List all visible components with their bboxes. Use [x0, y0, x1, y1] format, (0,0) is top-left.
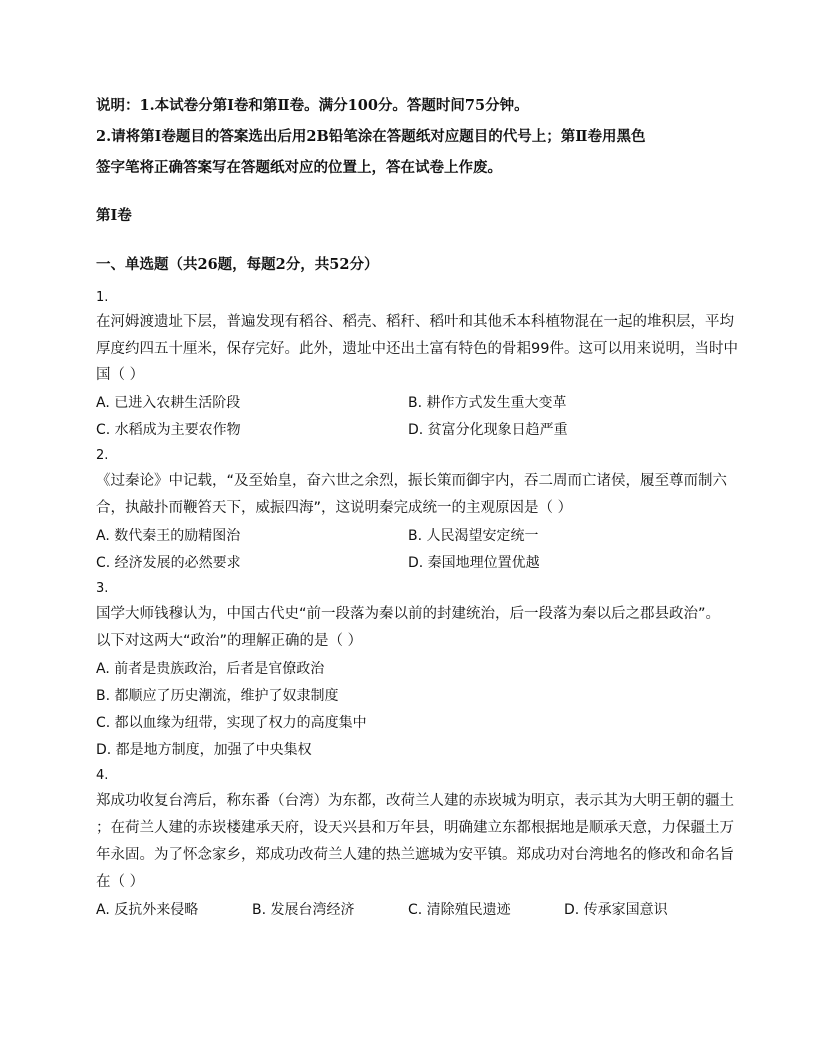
option-d: D. 贫富分化现象日趋严重	[408, 422, 568, 438]
question-number: 3.	[96, 581, 109, 596]
question-stem-line: 厚度约四五十厘米，保存完好。此外，遗址中还出土富有特色的骨耜99件。这可以用来说明，当时中	[96, 341, 738, 357]
question-stem-line: 在（ ）	[96, 874, 145, 890]
option-c: C. 水稻成为主要农作物	[96, 422, 241, 438]
option-b: B. 耕作方式发生重大变革	[408, 395, 567, 411]
question-stem-line: 国学大师钱穆认为，中国古代史“前一段落为秦以前的封建统治，后一段落为秦以后之郡县政治”。	[96, 606, 721, 622]
question-stem-line: 年永固。为了怀念家乡，郑成功改荷兰人建的热兰遮城为安平镇。郑成功对台湾地名的修改和命名旨	[96, 847, 734, 863]
question-stem-line: 合，执敲扑而鞭笞天下，威振四海”，这说明秦完成统一的主观原因是（ ）	[96, 500, 573, 516]
option-a: A. 前者是贵族政治，后者是官僚政治	[96, 661, 325, 677]
option-c: C. 都以血缘为纽带，实现了权力的高度集中	[96, 715, 367, 731]
section-title: 一、单选题（共26题，每题2分，共52分）	[96, 256, 379, 273]
option-d: D. 传承家国意识	[564, 902, 668, 918]
question-stem-line: 《过秦论》中记载，“及至始皇，奋六世之余烈，振长策而御宇内，吞二周而亡诸侯，履至尊而制六	[96, 473, 728, 489]
question-stem-line: ；在荷兰人建的赤崁楼建承天府，设天兴县和万年县，明确建立东都根据地是顺承天意，力保疆土万	[96, 820, 734, 836]
question-stem-line: 国（ ）	[96, 367, 145, 383]
question-stem-line: 郑成功收复台湾后，称东番（台湾）为东都，改荷兰人建的赤崁城为明京，表示其为大明王朝的疆土	[96, 793, 734, 809]
option-d: D. 都是地方制度，加强了中央集权	[96, 742, 312, 758]
option-d: D. 秦国地理位置优越	[408, 555, 540, 571]
option-c: C. 清除殖民遗迹	[408, 902, 511, 918]
option-b: B. 发展台湾经济	[252, 902, 355, 918]
option-a: A. 数代秦王的励精图治	[96, 528, 241, 544]
option-c: C. 经济发展的必然要求	[96, 555, 241, 571]
option-a: A. 已进入农耕生活阶段	[96, 395, 241, 411]
instructions-line-1: 说明：1.本试卷分第Ⅰ卷和第Ⅱ卷。满分100分。答题时间75分钟。	[96, 97, 529, 114]
question-number: 4.	[96, 768, 109, 783]
option-a: A. 反抗外来侵略	[96, 902, 199, 918]
instructions-line-2: 2.请将第Ⅰ卷题目的答案选出后用2B铅笔涂在答题纸对应题目的代号上；第Ⅱ卷用黑色	[96, 128, 646, 145]
question-number: 1.	[96, 290, 109, 305]
question-stem-line: 在河姆渡遗址下层，普遍发现有稻谷、稻壳、稻秆、稻叶和其他禾本科植物混在一起的堆积层，平均	[96, 314, 734, 330]
question-number: 2.	[96, 448, 109, 463]
option-b: B. 都顺应了历史潮流，维护了奴隶制度	[96, 688, 339, 704]
instructions-line-3: 签字笔将正确答案写在答题纸对应的位置上，答在试卷上作废。	[96, 159, 502, 176]
question-stem-line: 以下对这两大“政治”的理解正确的是（ ）	[96, 633, 363, 649]
part-title: 第Ⅰ卷	[96, 207, 132, 224]
option-b: B. 人民渴望安定统一	[408, 528, 539, 544]
